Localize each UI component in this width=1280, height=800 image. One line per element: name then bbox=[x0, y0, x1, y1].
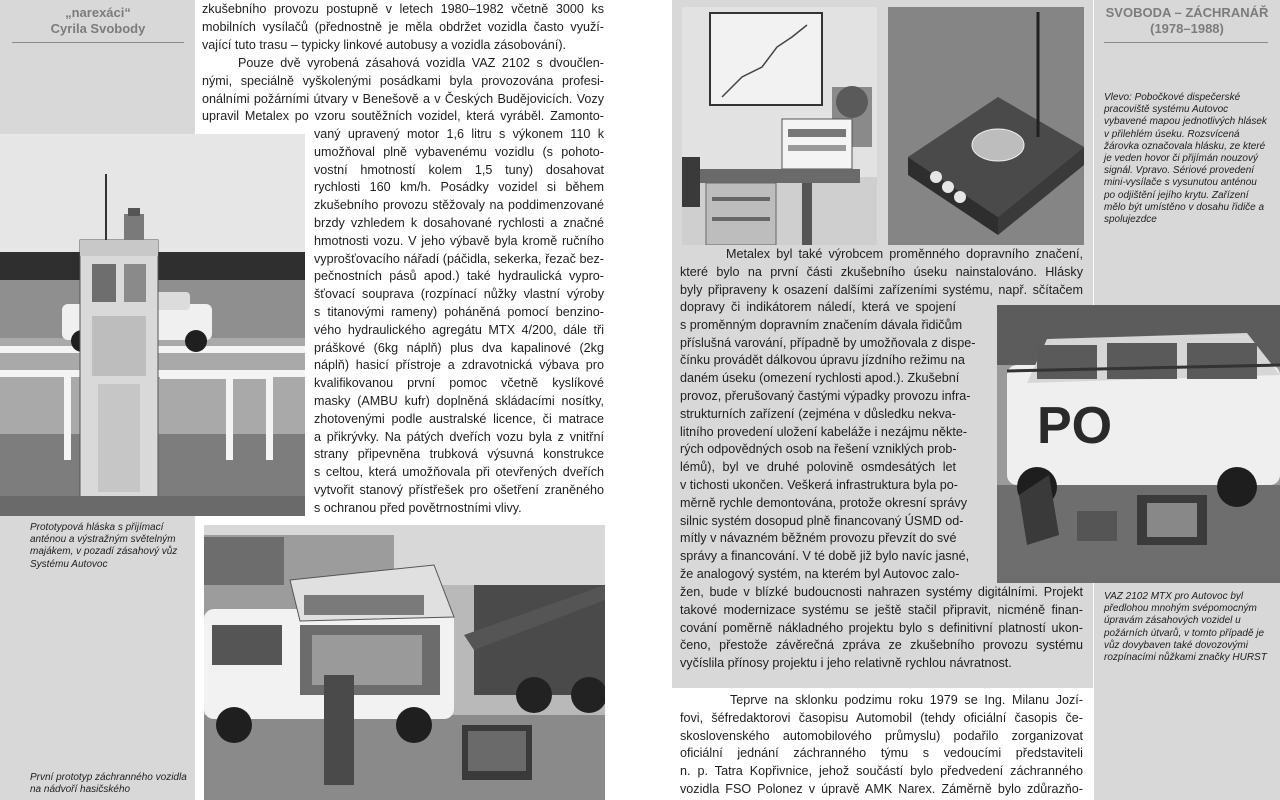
text-line: vající tuto trasu – typicky linkové autobusy a vozidla zásobování). bbox=[202, 37, 567, 52]
text-line: čínku provádět dálkovou úpravu jízdního režimu na bbox=[680, 353, 965, 368]
text-line: vyprošťovacího nářadí (páčidla, sekerka, řezač bez- bbox=[314, 251, 604, 266]
left-running-head-line1: „narexáci“ bbox=[65, 5, 131, 20]
right-page bbox=[672, 0, 1280, 800]
text-line: kvalifikovanou první pomoc včetně kyslíkové bbox=[314, 376, 604, 391]
photo-emergency-callbox bbox=[0, 134, 305, 516]
caption-dispatch-and-transmitter: Vlevo: Pobočkové dispečerské pracoviště systému Autovoc vybavené mapou jednotlivých hlásek v přilehlém úseku. Rozsvícená žárovka označovala hlásku, ze které je veden hovor či přijímán nouzový signál. Vpravo. Sériové provedení mini-vysílače s vysunutou anténou po odjištění jejího krytu. Zařízení mělo být umístěno v dosahu řidiče a spolujezdce bbox=[1104, 92, 1267, 226]
text-line: brzdy vzhledem k dosahované rychlosti a značné bbox=[314, 215, 604, 230]
text-line: vytvořit stanový přístřešek pro ošetření zraněného bbox=[314, 482, 604, 497]
text-line: s ochranou před povětrnostními vlivy. bbox=[314, 500, 522, 515]
text-line: upravil Metalex po vzoru soutěžních vozidel, která vyráběl. Zamonto- bbox=[202, 109, 604, 124]
text-line: s titanovými rameny) poháněná pomocí benzino- bbox=[314, 304, 604, 319]
text-line: mítly v návazném běžném provozu převzít do své bbox=[680, 531, 957, 546]
text-line: silnic systém dosopud plně financovaný ÚSMD od- bbox=[680, 513, 964, 528]
text-line: práškové (6kg náplň) plus dva kapalinové (2kg bbox=[314, 340, 604, 355]
text-line: strany připevněna trubková výsuvná konstrukce bbox=[314, 447, 604, 462]
dispatch-console bbox=[782, 119, 852, 169]
text-line: masky (AMBU kufr) doplněná skládacími nosítky, bbox=[314, 393, 604, 408]
text-line: vozidla FSO Polonez v úpravě AMK Narex. Záměrně bylo zdůrazňo- bbox=[680, 781, 1083, 796]
right-gray-text-wide bbox=[680, 246, 1083, 299]
text-line: Pouze dvě vyrobená zásahová vozidla VAZ 2102 s dvoučlen- bbox=[238, 56, 604, 70]
text-line: žen, bude v blízké budoucnosti nahrazen systémy digitálními. Projekt bbox=[680, 585, 1083, 599]
text-line: cování poměrně nákladného projektu bylo s definitivní platností ukon- bbox=[680, 620, 1083, 635]
text-line: které bylo na první části zkušebního úseku nainstalováno. Hlásky bbox=[680, 264, 1083, 279]
photo-vaz-2102-car bbox=[997, 305, 1280, 583]
page-gutter bbox=[620, 0, 672, 800]
text-line: náplň) hasicí přístroje a zdravotnická výbava pro bbox=[314, 358, 604, 373]
caption-vaz-car: VAZ 2102 MTX pro Autovoc byl předlohou mnohým svépomocným úpravám zásahových vozidel u požárních útvarů, v tomto případě je vůz dovybaven také dovozovými rozpínacími nůžkami značky HURST bbox=[1104, 591, 1267, 664]
left-text-para2-narrow bbox=[314, 126, 604, 518]
text-line: vyčíslila přínosy projektu i jeho relativně rychlou návratnost. bbox=[680, 656, 1012, 671]
right-header-rule bbox=[1104, 42, 1268, 43]
text-line: s celtou, která umožňovala při otevřených dveřích bbox=[314, 465, 604, 480]
text-line: měrně rychle demontována, protože okresní správy bbox=[680, 495, 967, 510]
text-line: rých odpovědných osob na řešení vzniklých prob- bbox=[680, 442, 957, 457]
text-line: a přikrývky. Na pátých dveřích vozu byla z vnitřní bbox=[314, 429, 604, 444]
left-text-top bbox=[202, 1, 604, 54]
text-line: daném úseku (omezení rychlosti apod.). Zkušební bbox=[680, 371, 960, 386]
text-line: správy a financování. V té době již bylo navíc jasné, bbox=[680, 549, 970, 564]
caption-callbox: Prototypová hláska s přijímací anténou a výstražným světelným majákem, v pozadí zásahový vůz Systému Autovoc bbox=[30, 522, 178, 570]
right-bottom-text bbox=[680, 692, 1083, 799]
text-line: litního provedení uložení kabeláže i nezájmu někte- bbox=[680, 424, 968, 439]
text-line: zkušebního provozu stěžovaly na poddimenzované bbox=[314, 198, 604, 213]
text-line: oficiální jednání záchranného týmu s vedoucími představiteli bbox=[680, 746, 1083, 761]
text-line: vaný upravený motor 1,6 litru s výkonem 110 k bbox=[314, 127, 604, 141]
text-line: vostní hmotností kolem 1,5 tuny) dosahovat bbox=[314, 162, 604, 177]
text-line: skoslovenského automobilového průmyslu) podařilo zorganizovat bbox=[680, 728, 1083, 743]
right-gray-text-narrow bbox=[680, 299, 976, 584]
text-line: že analogový systém, na kterém byl Autovoc zalo- bbox=[680, 566, 960, 581]
text-line: lémů), byl ve druhé polovině osmdesátých let bbox=[680, 460, 956, 475]
text-line: fovi, šéfredaktorovi časopisu Automobil (tehdy oficiální časopis če- bbox=[680, 710, 1083, 725]
text-line: onálními požárními útvary v Benešově a v Českých Budějovicích. Vozy bbox=[202, 91, 604, 106]
text-line: v tichosti ukončen. Veškerá infrastruktura byla po- bbox=[680, 477, 958, 492]
left-running-head-line2: Cyrila Svobody bbox=[50, 21, 146, 36]
left-text-para2-wide bbox=[202, 55, 604, 126]
right-running-head-line1: SVOBODA – ZÁCHRANÁŘ bbox=[1105, 5, 1269, 20]
text-line: umožňoval plně vybavenému vozidlu (s pohoto- bbox=[314, 144, 604, 159]
photo-rescue-vehicle bbox=[204, 525, 605, 800]
text-line: dopravy či indikátorem náledí, která ve spojení bbox=[680, 300, 956, 314]
text-line: takové modernizace systému se ještě stačil připravit, nicméně finan- bbox=[680, 602, 1083, 617]
text-line: zkušebního provozu postupně v letech 1980–1982 včetně 3000 ks bbox=[202, 2, 604, 16]
text-line: čeno, přestože závěrečná zpráva ze zkušebního provozu systému bbox=[680, 638, 1083, 653]
text-line: příslušná varování, případně by umožňovala z dispe- bbox=[680, 335, 976, 350]
text-line: vého hydraulického agregátu MTX 4/200, dále tři bbox=[314, 322, 604, 337]
text-line: strukturních zařízení (zejména v důsledku nekva- bbox=[680, 406, 956, 421]
car-po-marking: PO bbox=[1037, 397, 1113, 455]
text-line: šťovací souprava (rozpínací nůžky vlastní výroby bbox=[314, 287, 604, 302]
photo-mini-transmitter bbox=[888, 7, 1084, 245]
crane-truck bbox=[464, 585, 605, 713]
right-gray-text-wide-lower bbox=[680, 584, 1083, 673]
photo-dispatch-office bbox=[682, 7, 877, 245]
right-running-head-line2: (1978–1988) bbox=[1150, 21, 1224, 36]
wall-map bbox=[710, 13, 822, 105]
text-line: s proměnným dopravním značením dávala řidičům bbox=[680, 317, 963, 332]
text-line: Metalex byl také výrobcem proměnného dopravního značení, bbox=[726, 247, 1083, 261]
text-line: mobilních vysílačů (přednostně je měla obdržet vozidla často využí- bbox=[202, 19, 604, 34]
text-line: zhotovenými podle australské licence, či matrace bbox=[314, 411, 604, 426]
text-line: provoz, přerušovaný častými výpadky provozu infra- bbox=[680, 388, 971, 403]
text-line: n. p. Tatra Kopřivnice, jehož součástí bylo předvedení záchranného bbox=[680, 764, 1083, 779]
caption-rescue-vehicle: První prototyp záchranného vozidla na nádvoří hasičského bbox=[30, 772, 187, 796]
text-line: byly připraveny k osazení dalšími zařízeními systému, např. sčítačem bbox=[680, 282, 1083, 297]
text-line: pečnostních pásů apod.) také hydraulická vypro- bbox=[314, 269, 604, 284]
text-line: Teprve na sklonku podzimu roku 1979 se Ing. Milanu Jozí- bbox=[730, 693, 1083, 707]
text-line: rychlosti 160 km/h. Posádky vozidel si během bbox=[314, 180, 604, 195]
text-line: nými, speciálně vyškolenými posádkami byla provozována profesi- bbox=[202, 73, 604, 88]
left-page bbox=[0, 0, 620, 800]
text-line: hmotnosti vozu. V jeho výbavě byla kromě ručního bbox=[314, 233, 604, 248]
left-header-rule bbox=[12, 42, 184, 43]
